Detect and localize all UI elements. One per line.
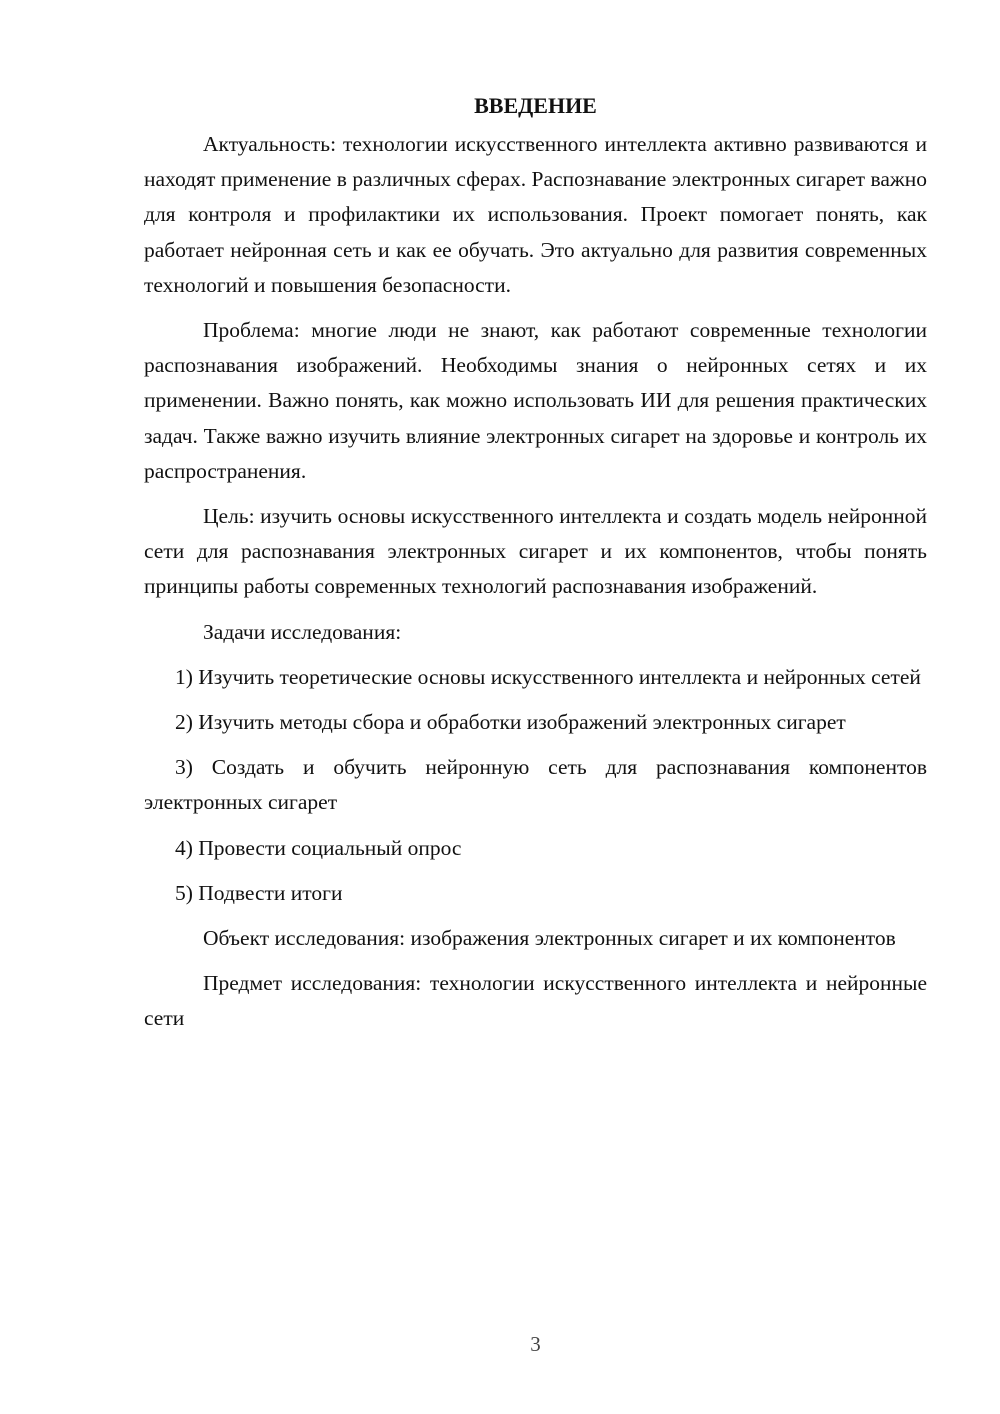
tasks-heading: Задачи исследования: <box>203 619 402 644</box>
problem-paragraph: Проблема: многие люди не знают, как работают современные технологии распознавания изображений. Необходимы знания о нейронных сетях и их применении. Важно понять, как можно использовать ИИ для решения практических задач. Также важно изучить влияние электронных сигарет на здоровье и контроль их распространения. <box>144 318 927 483</box>
object-paragraph: Объект исследования: изображения электронных сигарет и их компонентов <box>203 926 896 951</box>
page-title: ВВЕДЕНИЕ <box>474 93 597 118</box>
task-item: 5) Подвести итоги <box>175 880 343 905</box>
document-page <box>144 88 927 1047</box>
task-item: 3) Создать и обучить нейронную сеть для распознавания компонентов электронных сигарет <box>144 755 927 815</box>
task-item: 1) Изучить теоретические основы искусственного интеллекта и нейронных сетей <box>175 664 921 689</box>
goal-paragraph: Цель: изучить основы искусственного интеллекта и создать модель нейронной сети для распознавания электронных сигарет и их компонентов, чтобы понять принципы работы современных технологий распознавания изображений. <box>144 504 927 599</box>
task-item: 2) Изучить методы сбора и обработки изображений электронных сигарет <box>175 710 846 735</box>
page-number: 3 <box>530 1332 541 1356</box>
task-item: 4) Провести социальный опрос <box>175 835 462 860</box>
subject-paragraph: Предмет исследования: технологии искусственного интеллекта и нейронные сети <box>144 971 927 1031</box>
relevance-paragraph: Актуальность: технологии искусственного интеллекта активно развиваются и находят применение в различных сферах. Распознавание электронных сигарет важно для контроля и профилактики их использования. Проект помогает понять, как работает нейронная сеть и как ее обучать. Это актуально для развития современных технологий и повышения безопасности. <box>144 132 927 297</box>
